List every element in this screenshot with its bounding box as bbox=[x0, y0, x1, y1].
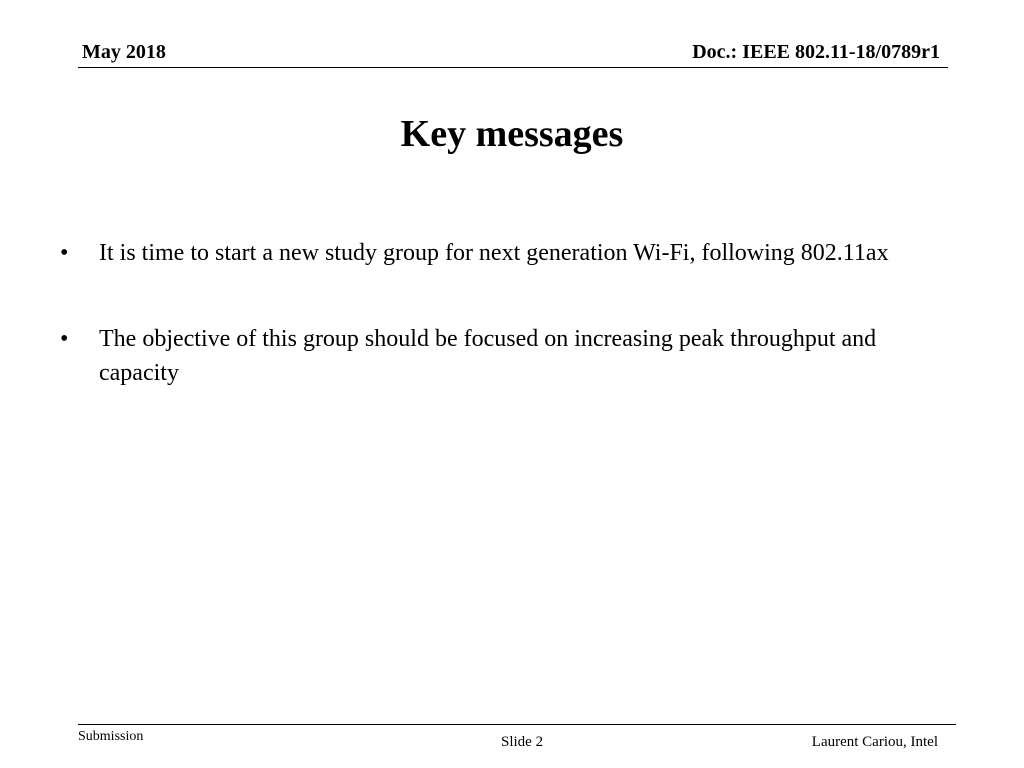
footer-author: Laurent Cariou, Intel bbox=[811, 734, 938, 750]
footer-submission: Submission bbox=[78, 729, 144, 744]
bullet-item bbox=[56, 322, 956, 390]
footer-divider bbox=[78, 724, 956, 725]
bullet-list bbox=[56, 236, 956, 442]
bullet-text: It is time to start a new study group for next generation Wi-Fi, following 802.11ax bbox=[99, 240, 889, 266]
slide-title: Key messages bbox=[400, 113, 624, 155]
header-doc-id: Doc.: IEEE 802.11-18/0789r1 bbox=[692, 41, 940, 63]
header-date: May 2018 bbox=[82, 41, 166, 63]
footer-slide-number: Slide 2 bbox=[501, 734, 544, 750]
header-divider bbox=[78, 67, 948, 68]
bullet-marker: • bbox=[60, 326, 69, 352]
bullet-text: The objective of this group should be focused on increasing peak throughput and capacity bbox=[99, 326, 877, 386]
bullet-marker: • bbox=[60, 240, 69, 266]
bullet-item bbox=[56, 236, 956, 270]
